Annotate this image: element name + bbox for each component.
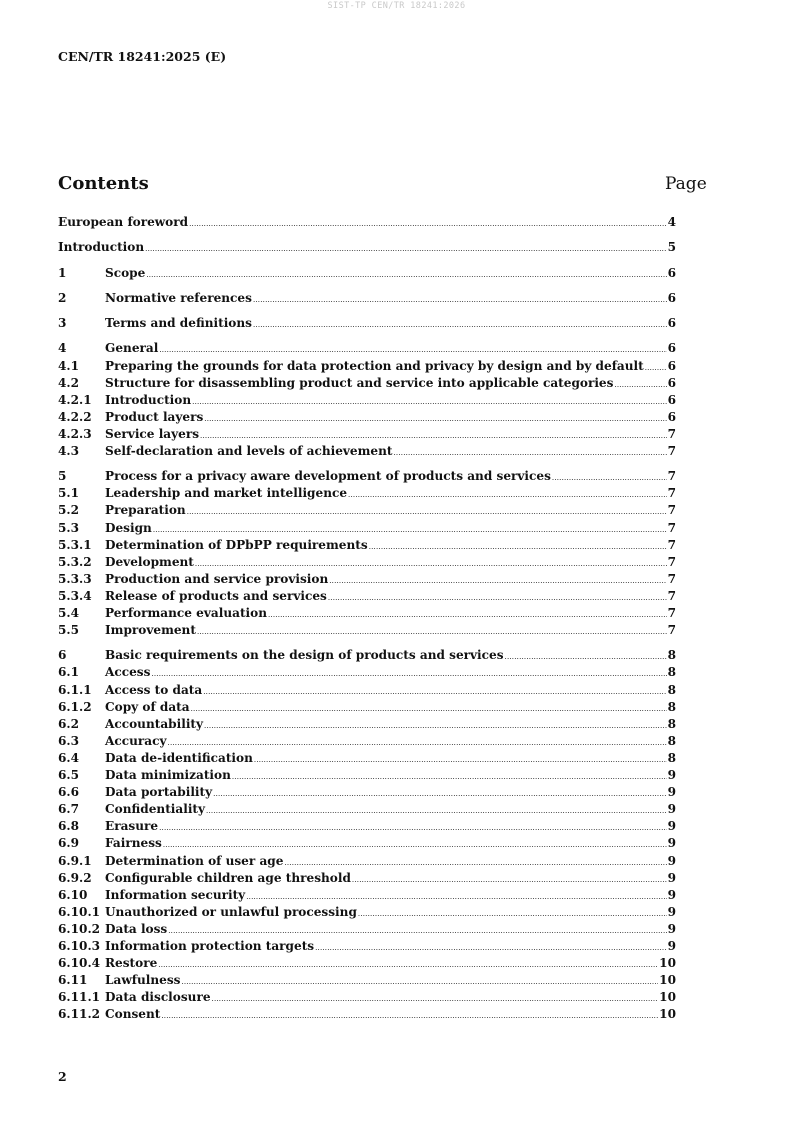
toc-entry[interactable] (58, 972, 676, 989)
toc-entry-title: Structure for disassembling product and service into applicable categories (105, 375, 614, 390)
toc-entry-page: 9 (667, 887, 676, 902)
toc-entry-title: Process for a privacy aware development of products and services (105, 469, 551, 484)
dot-leader (158, 957, 658, 974)
toc-entry[interactable] (58, 835, 676, 852)
toc-entry[interactable] (58, 955, 676, 972)
toc-entry-page: 7 (667, 606, 676, 620)
toc-entry-page: 7 (667, 571, 676, 586)
dot-leader (204, 718, 667, 735)
toc-entry-page: 6 (667, 409, 676, 424)
toc-entry-title: Product layers (105, 409, 204, 424)
toc-entry-number: 1 (58, 265, 67, 280)
toc-entry-page: 6 (667, 375, 676, 390)
dot-leader (213, 786, 666, 803)
toc-entry[interactable] (58, 622, 676, 639)
dot-leader (253, 317, 667, 334)
toc-entry-page: 8 (667, 665, 676, 680)
dot-leader (552, 470, 667, 487)
dot-leader (161, 1008, 658, 1025)
toc-entry[interactable] (58, 716, 676, 733)
toc-entry[interactable] (58, 537, 676, 554)
toc-entry-title: Design (105, 520, 152, 535)
toc-entry-number: 3 (58, 316, 67, 331)
toc-entry-title: Fairness (105, 836, 162, 851)
toc-entry-title: Access (105, 665, 151, 680)
dot-leader (315, 940, 666, 957)
toc-entry-page: 9 (667, 785, 676, 800)
dot-leader (204, 411, 666, 428)
toc-entry-title: Data portability (105, 785, 213, 800)
toc-entry[interactable] (58, 485, 676, 502)
toc-entry[interactable] (58, 784, 676, 801)
toc-entry-number: 6.9 (58, 836, 80, 851)
dot-leader (203, 684, 666, 701)
toc-entry-title: Lawfulness (105, 973, 181, 988)
toc-group (58, 468, 676, 639)
toc-entry-page: 8 (667, 648, 676, 663)
toc-entry[interactable] (58, 426, 676, 443)
toc-entry-title: Improvement (105, 623, 196, 638)
toc-entry[interactable] (58, 409, 676, 426)
toc-entry-page: 6 (667, 290, 676, 305)
dot-leader (253, 292, 667, 309)
toc-entry-page: 7 (667, 443, 676, 458)
toc-entry-page: 6 (667, 265, 676, 280)
toc-entry-number: 5.3.3 (58, 571, 92, 586)
toc-entry-number: 5.3.2 (58, 554, 92, 569)
toc-entry[interactable] (58, 468, 676, 485)
toc-entry[interactable] (58, 315, 676, 332)
toc-entry-title: Preparing the grounds for data protection and privacy by design and by default (105, 358, 644, 373)
toc-entry-page: 8 (667, 733, 676, 748)
toc-entry-title: Terms and definitions (105, 316, 252, 331)
toc-entry[interactable] (58, 571, 676, 588)
toc-entry-title: Restore (105, 956, 158, 971)
toc-entry-page: 9 (667, 921, 676, 936)
toc-entry-number: 6.10 (58, 887, 88, 902)
dot-leader (358, 906, 667, 923)
toc-group (58, 239, 676, 256)
toc-entry-number: 6.9.2 (58, 870, 92, 885)
toc-entry-title: Access to data (105, 682, 203, 697)
toc-entry-number: 6.10.4 (58, 956, 101, 971)
toc-entry-number: 5.2 (58, 503, 80, 518)
toc-entry-number: 5.5 (58, 623, 80, 638)
toc-entry-number: 6 (58, 648, 67, 663)
toc-entry[interactable] (58, 605, 676, 622)
toc-entry-number: 5.3.1 (58, 537, 92, 552)
toc-entry-page: 9 (667, 836, 676, 851)
dot-leader (206, 803, 667, 820)
toc-group (58, 214, 676, 231)
toc-entry-page: 7 (667, 588, 676, 603)
toc-entry-title: Confidentiality (105, 802, 206, 817)
toc-entry-number: 6.2 (58, 716, 80, 731)
toc-entry-number: 5 (58, 469, 67, 484)
toc-entry-page: 9 (667, 768, 676, 783)
toc-entry-title: Configurable children age threshold (105, 870, 351, 885)
toc-entry-page: 6 (667, 341, 676, 356)
toc-entry-number: 6.8 (58, 819, 80, 834)
toc-entry[interactable] (58, 682, 676, 699)
toc-entry[interactable] (58, 647, 676, 664)
toc-entry-title: Release of products and services (105, 588, 327, 603)
toc-entry-page: 8 (667, 716, 676, 731)
toc-entry-title: Normative references (105, 290, 252, 305)
toc-entry-title: Introduction (105, 392, 192, 407)
toc-entry-page: 10 (659, 1007, 676, 1022)
toc-entry-page: 9 (667, 938, 676, 953)
toc-entry[interactable] (58, 733, 676, 750)
toc-entry[interactable] (58, 1006, 676, 1023)
toc-entry-number: 6.1.2 (58, 699, 92, 714)
toc-entry-page: 9 (667, 819, 676, 834)
toc-entry-number: 6.10.2 (58, 921, 101, 936)
toc-entry-page: 9 (667, 870, 676, 885)
toc-entry[interactable] (58, 502, 676, 519)
toc-entry-page: 9 (667, 802, 676, 817)
toc-entry-number: 4.1 (58, 358, 80, 373)
toc-entry-title: Copy of data (105, 699, 190, 714)
toc-entry[interactable] (58, 214, 676, 231)
toc-entry-title: Erasure (105, 819, 159, 834)
toc-entry-number: 4.3 (58, 443, 80, 458)
toc-entry-number: 6.11 (58, 973, 88, 988)
toc-entry-number: 6.11.1 (58, 990, 101, 1005)
toc-entry-title: Service layers (105, 426, 200, 441)
toc-entry-number: 6.1 (58, 665, 80, 680)
dot-leader (212, 991, 659, 1008)
dot-leader (197, 624, 667, 641)
toc-entry-page: 9 (667, 904, 676, 919)
toc-entry-title: Determination of DPbPP requirements (105, 537, 368, 552)
toc-entry-page: 6 (667, 392, 676, 407)
toc-entry-number: 6.5 (58, 768, 80, 783)
toc-entry-number: 6.6 (58, 785, 80, 800)
dot-leader (146, 267, 666, 284)
toc-group (58, 340, 676, 460)
dot-leader (191, 701, 667, 718)
dot-leader (505, 649, 667, 666)
toc-entry[interactable] (58, 239, 676, 256)
toc-entry-title: Scope (105, 265, 146, 280)
toc-entry[interactable] (58, 265, 676, 282)
toc-entry-number: 4.2.1 (58, 392, 92, 407)
toc-entry-page: 7 (667, 520, 676, 535)
dot-leader (369, 539, 667, 556)
watermark-text: SIST-TP CEN/TR 18241:2026 (327, 1, 466, 11)
toc-entry[interactable] (58, 750, 676, 767)
toc-entry[interactable] (58, 443, 676, 460)
dot-leader (268, 607, 667, 624)
toc-entry-number: 4.2 (58, 375, 80, 390)
toc-entry-title: Development (105, 554, 194, 569)
toc-entry-number: 6.1.1 (58, 682, 92, 697)
toc-entry-title: European foreword (58, 215, 189, 229)
contents-heading: Contents (58, 173, 149, 194)
toc-entry-title: Consent (105, 1007, 161, 1022)
toc-entry-title: Basic requirements on the design of products and services (105, 648, 504, 663)
toc-entry-number: 4.2.2 (58, 409, 92, 424)
dot-leader (394, 445, 667, 462)
toc-entry-number: 4.2.3 (58, 426, 92, 441)
toc-entry-number: 6.10.1 (58, 904, 101, 919)
toc-entry-number: 6.3 (58, 733, 80, 748)
table-of-contents (58, 214, 676, 1032)
toc-entry-title: General (105, 341, 159, 356)
toc-group (58, 647, 676, 1023)
dot-leader (145, 241, 666, 258)
toc-entry[interactable] (58, 853, 676, 870)
toc-entry-title: Data minimization (105, 768, 231, 783)
toc-entry-page: 7 (667, 554, 676, 569)
toc-entry-title: Unauthorized or unlawful processing (105, 904, 357, 919)
toc-entry-page: 6 (667, 358, 676, 373)
dot-leader (187, 504, 667, 521)
toc-entry-title: Data loss (105, 921, 168, 936)
toc-entry-title: Preparation (105, 503, 186, 518)
toc-entry[interactable] (58, 358, 676, 375)
toc-entry-number: 2 (58, 290, 67, 305)
toc-entry-title: Performance evaluation (105, 606, 267, 620)
toc-entry-page: 8 (667, 699, 676, 714)
dot-leader (189, 216, 666, 233)
toc-entry-title: Data de-identification (105, 750, 253, 765)
dot-leader (348, 487, 667, 504)
toc-entry[interactable] (58, 989, 676, 1006)
toc-entry-page: 10 (659, 990, 676, 1005)
toc-entry-page: 7 (667, 623, 676, 638)
toc-entry-page: 7 (667, 426, 676, 441)
dot-leader (328, 590, 667, 607)
dot-leader (181, 974, 658, 991)
toc-entry[interactable] (58, 554, 676, 571)
toc-entry[interactable] (58, 767, 676, 784)
toc-entry-number: 5.3 (58, 520, 80, 535)
page-number: 2 (58, 1069, 67, 1084)
toc-entry-title: Accuracy (105, 733, 167, 748)
toc-entry[interactable] (58, 699, 676, 716)
toc-entry[interactable] (58, 375, 676, 392)
toc-entry-title: Information protection targets (105, 938, 315, 953)
toc-entry-number: 6.9.1 (58, 853, 92, 868)
toc-entry-title: Determination of user age (105, 853, 284, 868)
toc-entry-number: 5.4 (58, 606, 80, 620)
toc-entry-number: 5.1 (58, 486, 80, 501)
toc-entry[interactable] (58, 290, 676, 307)
toc-entry[interactable] (58, 392, 676, 409)
dot-leader (151, 666, 666, 683)
toc-entry-title: Data disclosure (105, 990, 211, 1005)
dot-leader (352, 872, 667, 889)
toc-entry[interactable] (58, 921, 676, 938)
toc-entry-title: Self-declaration and levels of achievement (105, 443, 393, 458)
toc-entry-title: Production and service provision (105, 571, 329, 586)
toc-entry-title: Leadership and market intelligence (105, 486, 348, 501)
toc-entry[interactable] (58, 870, 676, 887)
toc-group (58, 290, 676, 307)
toc-entry-page: 6 (667, 316, 676, 331)
dot-leader (329, 573, 666, 590)
toc-entry-page: 7 (667, 503, 676, 518)
toc-entry[interactable] (58, 520, 676, 537)
toc-entry-page: 4 (667, 215, 676, 229)
dot-leader (645, 360, 667, 377)
toc-entry-number: 6.4 (58, 750, 80, 765)
toc-entry-number: 6.7 (58, 802, 80, 817)
toc-entry-title: Introduction (58, 240, 145, 255)
toc-entry-number: 6.11.2 (58, 1007, 101, 1022)
toc-entry[interactable] (58, 887, 676, 904)
toc-entry[interactable] (58, 801, 676, 818)
toc-entry[interactable] (58, 588, 676, 605)
dot-leader (192, 394, 666, 411)
toc-entry-page: 9 (667, 853, 676, 868)
toc-entry[interactable] (58, 664, 676, 681)
toc-entry-page: 7 (667, 469, 676, 484)
toc-entry[interactable] (58, 340, 676, 357)
toc-entry[interactable] (58, 938, 676, 955)
toc-entry[interactable] (58, 904, 676, 921)
toc-entry-number: 5.3.4 (58, 588, 92, 603)
toc-entry-page: 8 (667, 682, 676, 697)
toc-entry-page: 7 (667, 486, 676, 501)
dot-leader (232, 769, 667, 786)
dot-leader (254, 752, 667, 769)
toc-entry-page: 10 (659, 973, 676, 988)
toc-entry-page: 5 (667, 240, 676, 255)
page-column-label: Page (665, 174, 707, 194)
toc-entry-title: Accountability (105, 716, 204, 731)
dot-leader (614, 377, 666, 394)
toc-group (58, 315, 676, 332)
toc-entry-number: 6.10.3 (58, 938, 101, 953)
toc-group (58, 265, 676, 282)
dot-leader (159, 820, 666, 837)
document-id: CEN/TR 18241:2025 (E) (58, 49, 227, 64)
toc-entry-title: Information security (105, 887, 246, 902)
toc-entry-number: 4 (58, 341, 67, 356)
toc-entry[interactable] (58, 818, 676, 835)
toc-entry-page: 8 (667, 750, 676, 765)
toc-entry-page: 7 (667, 537, 676, 552)
toc-entry-page: 10 (659, 956, 676, 971)
